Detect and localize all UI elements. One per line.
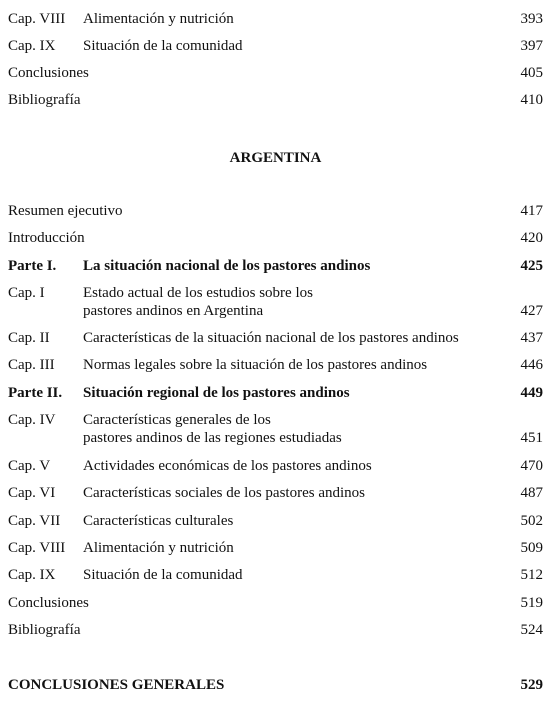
toc-final-entry	[8, 676, 543, 696]
toc-final-page: 529	[520, 677, 543, 693]
toc-entry-page: 451	[520, 430, 543, 446]
toc-entry-label: Conclusiones	[8, 65, 89, 81]
toc-entry-label: Resumen ejecutivo	[8, 203, 123, 219]
toc-entry-label: Cap. I	[8, 285, 45, 301]
toc-entry-label: Cap. VIII	[8, 540, 66, 556]
toc-entry-title: Estado actual de los estudios sobre los	[83, 285, 313, 301]
toc-entry	[8, 284, 543, 322]
toc-entry-label: Parte II.	[8, 385, 63, 401]
toc-entry	[8, 566, 543, 586]
toc-entry	[8, 512, 543, 532]
toc-entry-label: Cap. IX	[8, 38, 56, 54]
toc-entry-page: 519	[520, 595, 543, 611]
toc-entry-page: 487	[520, 485, 543, 501]
toc-entry-title: Características generales de los	[83, 412, 271, 428]
toc-part-entry	[8, 257, 543, 277]
toc-entry	[8, 484, 543, 504]
toc-entry-page: 405	[520, 65, 543, 81]
toc-entry-title: Situación de la comunidad	[83, 567, 243, 583]
toc-entry	[8, 539, 543, 559]
toc-entry-page: 446	[520, 357, 543, 373]
toc-entry-page: 502	[520, 513, 543, 529]
toc-entry	[8, 594, 543, 614]
toc-entry-label: Parte I.	[8, 258, 57, 274]
toc-part-entry	[8, 384, 543, 404]
toc-entry-title: Alimentación y nutrición	[83, 540, 234, 556]
toc-entry-page: 512	[520, 567, 543, 583]
toc-entry	[8, 37, 543, 57]
toc-entry-title: Actividades económicas de los pastores andinos	[83, 458, 372, 474]
toc-entry-page: 524	[520, 622, 543, 638]
toc-entry-page: 397	[520, 38, 543, 54]
toc-entry-page: 425	[520, 258, 543, 274]
toc-entry	[8, 621, 543, 641]
toc-final-title: CONCLUSIONES GENERALES	[8, 677, 225, 693]
toc-entry-title: La situación nacional de los pastores andinos	[83, 258, 371, 274]
toc-entry-title: Normas legales sobre la situación de los pastores andinos	[83, 357, 428, 373]
toc-entry-page: 427	[520, 303, 543, 319]
toc-entry	[8, 356, 543, 376]
toc-entry-title: Características culturales	[83, 513, 234, 529]
toc-entry-label: Cap. III	[8, 357, 55, 373]
toc-entry-page: 410	[520, 92, 543, 108]
toc-entry-title: Alimentación y nutrición	[83, 11, 234, 27]
toc-entry	[8, 202, 543, 222]
toc-entry-page: 470	[520, 458, 543, 474]
toc-entry-title-continued: pastores andinos en Argentina	[83, 303, 264, 319]
toc-entry-label: Bibliografía	[8, 622, 81, 638]
toc-entry-page: 393	[520, 11, 543, 27]
toc-entry-label: Bibliografía	[8, 92, 81, 108]
toc-entry-label: Cap. VI	[8, 485, 56, 501]
toc-entry	[8, 10, 543, 30]
toc-entry-title: Características sociales de los pastores andinos	[83, 485, 365, 501]
toc-entry	[8, 91, 543, 111]
toc-entry	[8, 411, 543, 449]
toc-entry-page: 449	[520, 385, 543, 401]
toc-entry-title: Situación de la comunidad	[83, 38, 243, 54]
toc-entry-label: Cap. V	[8, 458, 51, 474]
toc-entry-label: Cap. VIII	[8, 11, 66, 27]
toc-entry-page: 509	[520, 540, 543, 556]
toc-entry-label: Conclusiones	[8, 595, 89, 611]
toc-entry-label: Cap. IX	[8, 567, 56, 583]
toc-entry-title: Características de la situación nacional de los pastores andinos	[83, 330, 459, 346]
section-heading: ARGENTINA	[229, 150, 322, 166]
toc-entry	[8, 457, 543, 477]
toc-entry-label: Cap. II	[8, 330, 50, 346]
toc-entry	[8, 229, 543, 249]
toc-entry-title-continued: pastores andinos de las regiones estudiadas	[83, 430, 342, 446]
toc-entry-label: Cap. IV	[8, 412, 56, 428]
toc-entry	[8, 329, 543, 349]
toc-entry-label: Introducción	[8, 230, 85, 246]
toc-entry-page: 420	[520, 230, 543, 246]
toc-entry-page: 417	[520, 203, 543, 219]
toc-entry-title: Situación regional de los pastores andinos	[83, 385, 350, 401]
toc-entry-label: Cap. VII	[8, 513, 61, 529]
toc-entry	[8, 64, 543, 84]
toc-entry-page: 437	[520, 330, 543, 346]
